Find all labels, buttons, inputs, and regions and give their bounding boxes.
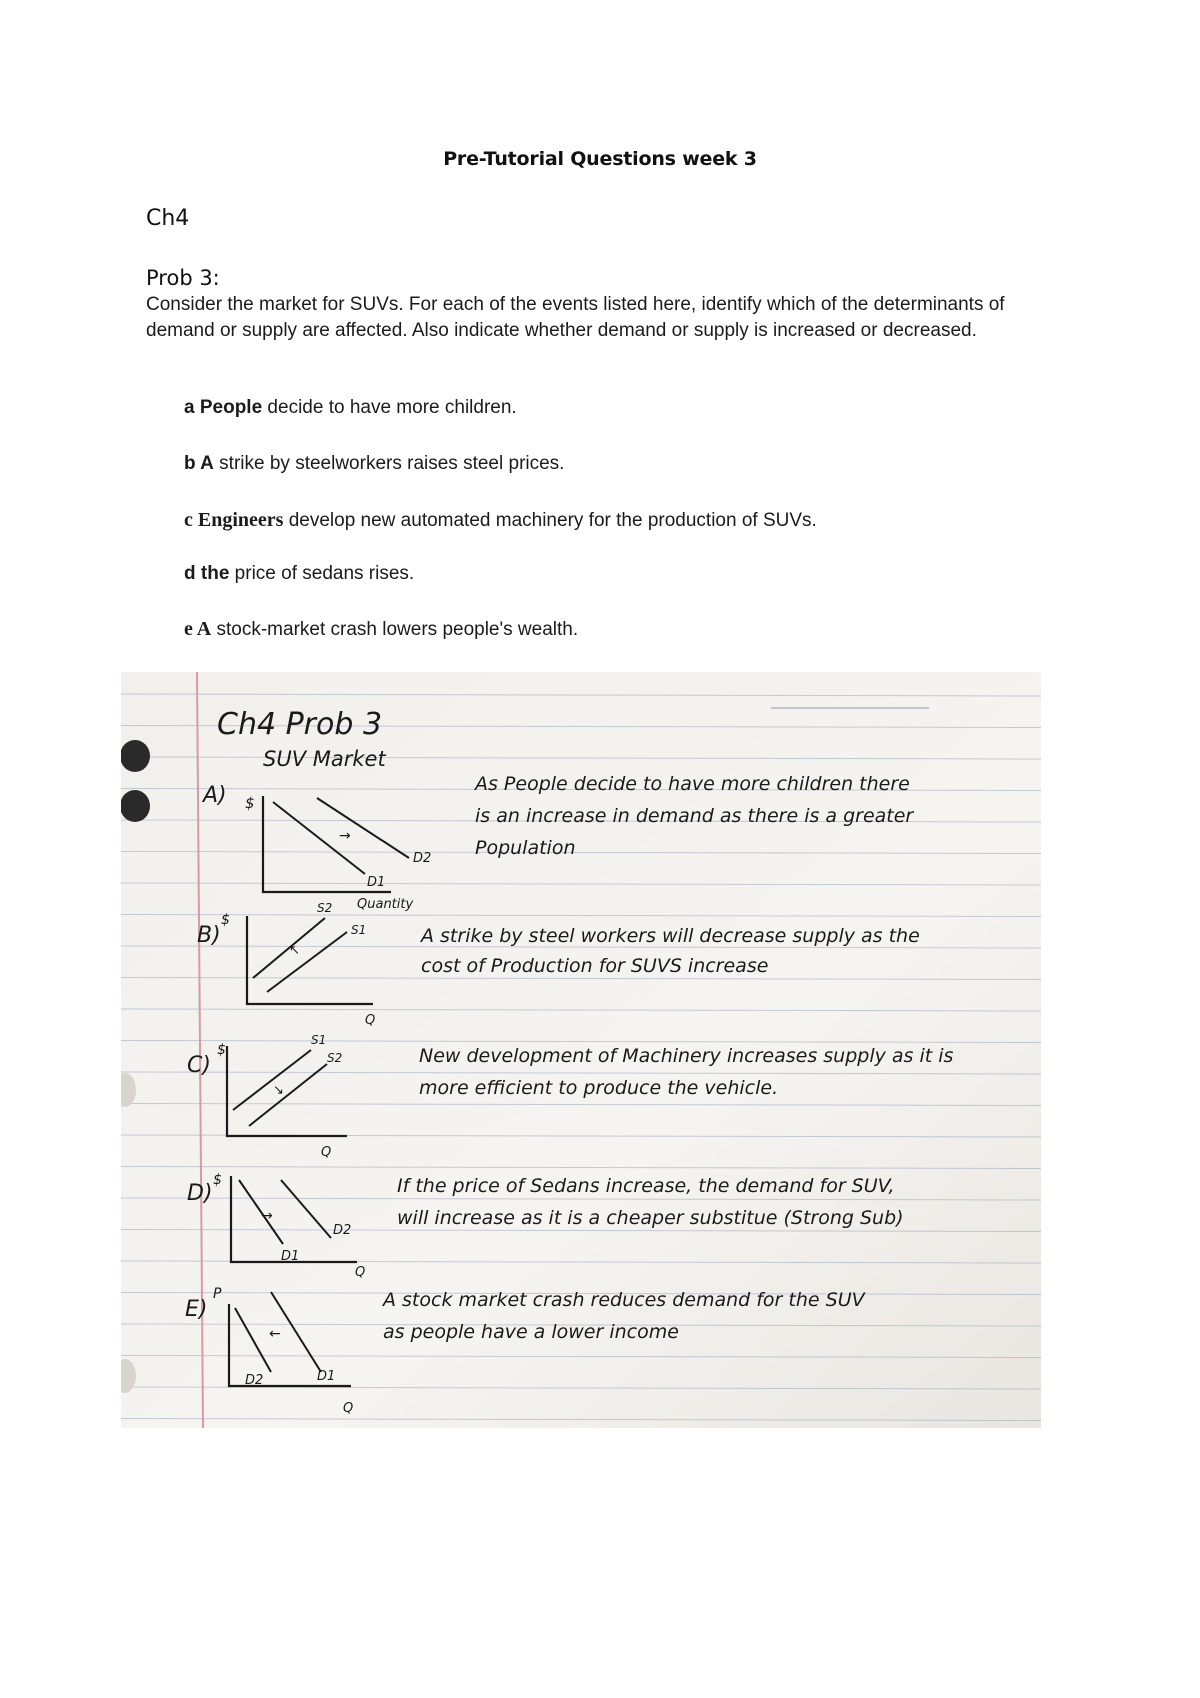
graph-d-note-line-2: will increase as it is a cheaper substitue (Strong Sub) [397,1207,904,1229]
graph-c-x-axis: Q [321,1145,332,1160]
notes-subheading: SUV Market [263,747,386,771]
binder-hole [121,740,150,772]
graph-a-note-line-1: As People decide to have more children there [475,773,910,795]
graph-a-curve-new-label: D2 [413,851,432,866]
graph-a-x-axis: Quantity [357,897,414,912]
item-lead: d the [184,563,230,584]
graph-c-curve-new-label: S2 [327,1051,343,1065]
item-text: strike by steelworkers raises steel prices. [213,453,565,474]
shift-arrow-icon: ↘ [273,1083,284,1098]
graph-d-note-line-1: If the price of Sedans increase, the demand for SUV, [397,1175,895,1197]
shift-arrow-icon: ↖ [289,943,300,958]
graph-b-x-axis: Q [365,1013,376,1028]
item-text: decide to have more children. [262,397,517,418]
graph-a-label: A) [203,783,227,808]
graph-b-note-line-2: cost of Production for SUVS increase [421,955,769,977]
graph-d-curve-old-label: D1 [281,1249,300,1264]
page-title: Pre-Tutorial Questions week 3 [443,148,757,170]
graph-e-x-axis: Q [343,1401,354,1416]
graph-b-label: B) [197,923,221,948]
graph-c-y-axis: $ [217,1042,226,1058]
notes-heading: Ch4 Prob 3 [217,707,383,742]
problem-intro: Consider the market for SUVs. For each of the events listed here, identify which of the determinants of demand or supply are affected. Also indicate whether demand or supply is increased or decreased. [146,294,1005,341]
item-lead: e A [184,618,212,640]
graph-c-label: C) [187,1053,211,1078]
binder-hole [121,790,150,822]
graph-d-curve-new-label: D2 [333,1223,352,1238]
graph-a-curve-old-label: D1 [367,875,386,890]
question-item-c [184,509,817,532]
graph-e-curve-old-label: D1 [317,1369,336,1384]
graph-c-curve-old-label: S1 [311,1033,327,1047]
graph-d-label: D) [187,1181,213,1206]
item-text: stock-market crash lowers people's wealth. [211,619,579,640]
graph-b-note-line-1: A strike by steel workers will decrease supply as the [421,925,920,947]
graph-c-note-line-1: New development of Machinery increases supply as it is [419,1045,954,1067]
question-item-e [184,618,578,641]
graph-c-note-line-2: more efficient to produce the vehicle. [419,1077,779,1099]
handwritten-notes-photo [121,672,1041,1428]
graph-a-note-line-3: Population [475,837,576,859]
shift-arrow-icon: → [339,828,351,844]
shift-arrow-icon: ← [269,1326,281,1342]
graph-e-curve-new-label: D2 [245,1373,264,1388]
graph-a-note-line-2: is an increase in demand as there is a greater [475,805,914,827]
graph-e-note-line-2: as people have a lower income [383,1321,679,1343]
graph-d-x-axis: Q [355,1265,366,1280]
item-lead: a People [184,397,263,418]
shift-arrow-icon: → [261,1208,273,1224]
item-text: price of sedans rises. [229,563,415,584]
graph-e-note-line-1: A stock market crash reduces demand for the SUV [383,1289,865,1311]
graph-e-label: E) [185,1297,208,1322]
chapter-heading: Ch4 [146,206,190,231]
graph-b-curve-old-label: S1 [351,923,367,937]
item-lead: c Engineers [184,509,284,531]
question-item-b [184,453,564,475]
question-item-a [184,397,517,419]
problem-heading: Prob 3: [146,266,220,290]
item-text: develop new automated machinery for the production of SUVs. [283,510,817,531]
graph-a-y-axis: $ [245,794,255,812]
graph-b-y-axis: $ [221,912,230,928]
item-lead: b A [184,453,214,474]
question-item-d [184,563,414,585]
graph-b-curve-new-label: S2 [317,901,333,915]
graph-d-y-axis: $ [213,1172,222,1188]
graph-e-y-axis: P [213,1286,222,1302]
